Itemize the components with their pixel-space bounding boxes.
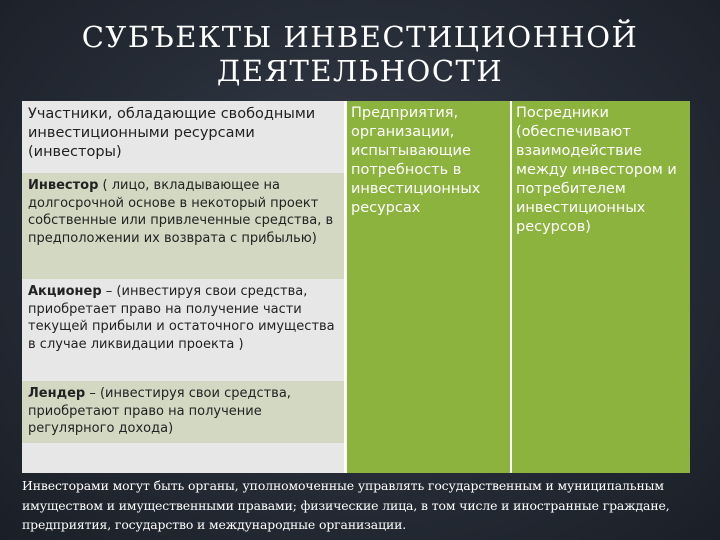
lender-term: Лендер: [28, 386, 86, 401]
empty-cell: [22, 443, 344, 473]
shareholder-definition: – (инвестируя свои средства, приобретает право на получение части текущей прибыли и остаточного имущества в случае ликвидации проекта ): [28, 284, 335, 352]
subjects-table: [22, 101, 690, 473]
investors-header-cell: [22, 101, 344, 173]
slide-title: [0, 20, 720, 88]
slide-title-line-1: СУБЪЕКТЫ ИНВЕСТИЦИОННОЙ: [81, 20, 639, 54]
enterprises-text: Предприятия, организации, испытывающие потребность в инвестиционных ресурсах: [351, 105, 481, 216]
investors-header-text: Участники, обладающие свободными инвестиционными ресурсами (инвесторы): [28, 106, 316, 160]
shareholder-cell: [22, 279, 344, 381]
lender-cell: [22, 381, 344, 443]
investor-term: Инвестор: [28, 178, 99, 193]
investor-cell: [22, 173, 344, 279]
slide-title-line-2: ДЕЯТЕЛЬНОСТИ: [216, 54, 504, 88]
investors-column: [22, 101, 344, 473]
footer-note-text: Инвесторами могут быть органы, уполномоченные управлять государственным и муниципальным имуществом и имущественными правами; физические лица, в том числе и иностранные граждане, предприятия, государство и международные организации.: [22, 478, 670, 532]
intermediaries-text: Посредники (обеспечивают взаимодействие между инвестором и потребителем инвестиционных ресурсов): [516, 105, 677, 235]
footer-note: [22, 476, 712, 535]
shareholder-term: Акционер: [28, 284, 102, 299]
investor-definition: ( лицо, вкладывающее на долгосрочной основе в некоторый проект собственные или привлеченные средства, в предположении их возврата с прибылью): [28, 178, 334, 246]
lender-definition: – (инвестируя свои средства, приобретают право на получение регулярного дохода): [28, 386, 291, 436]
intermediaries-column: [512, 101, 690, 473]
enterprises-column: [347, 101, 510, 473]
